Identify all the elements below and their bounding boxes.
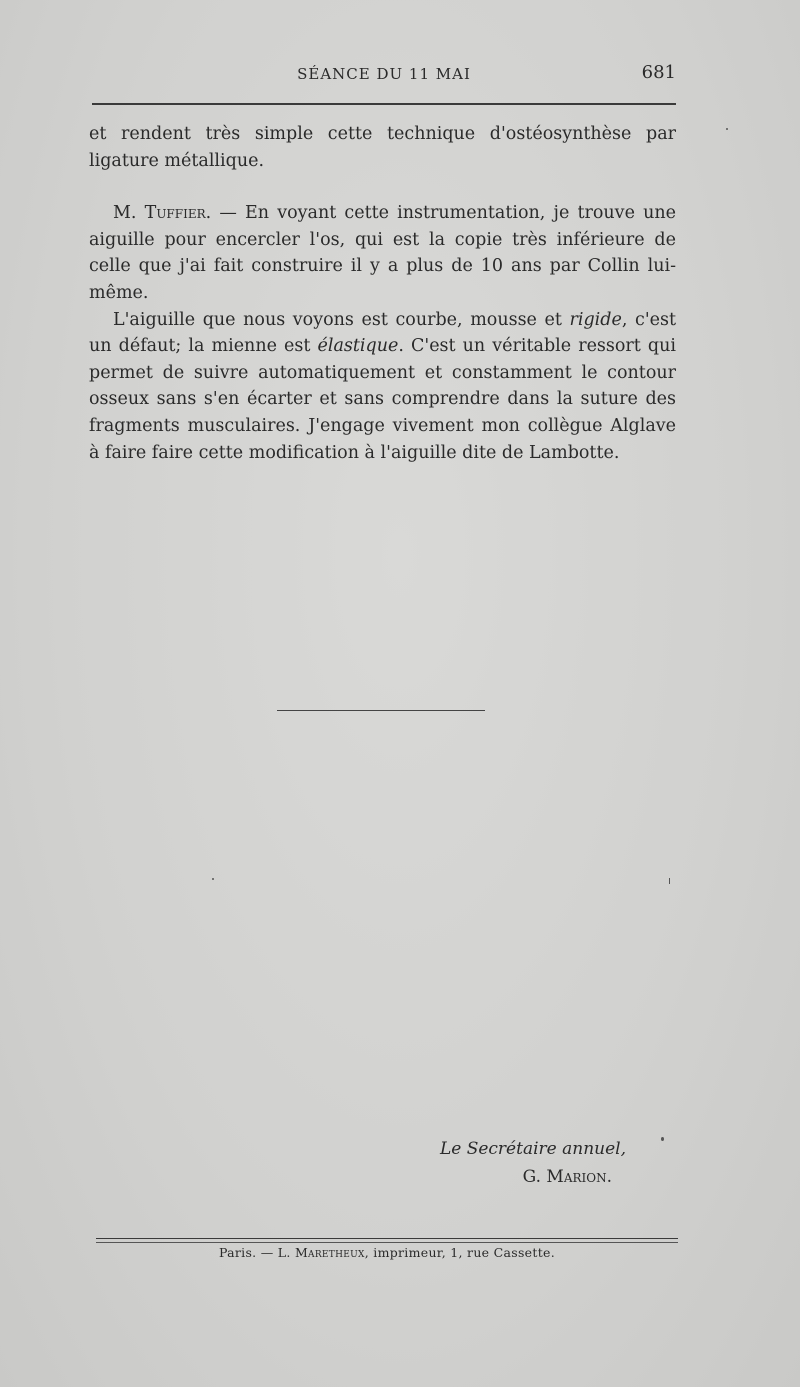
- signature-name: G. Marion.: [522, 1167, 612, 1187]
- signature-role: Le Secrétaire annuel,: [439, 1139, 626, 1159]
- paper-speck: [661, 1137, 664, 1141]
- paragraph-aiguille-part-c: . C'est un véritable ressort qui permet de suivre automatiquement et constamment le contour osseux sans s'en écarter et sans comprendre dans la suture des fragments musculaires. J'engage vivement mon collègue Alglave à faire faire cette modification à l'aiguille dite de Lambotte.: [89, 336, 676, 463]
- body-text: [89, 121, 676, 466]
- section-divider: [277, 710, 485, 711]
- signature-block: [400, 1135, 626, 1191]
- page-number: 681: [641, 62, 676, 83]
- italic-rigide: rigide: [569, 309, 622, 330]
- imprint-address: , imprimeur, 1, rue Cassette.: [364, 1245, 555, 1260]
- paragraph-aiguille-part-a: L'aiguille que nous voyons est courbe, mousse et: [113, 309, 570, 330]
- paragraph-aiguille-part-b: , c'est un défaut; la mienne est: [89, 309, 676, 357]
- paragraph-continuation: et rendent très simple cette technique d'ostéosynthèse par ligature métallique.: [89, 124, 676, 171]
- paragraph-gap: [89, 174, 676, 200]
- paragraph-tuffier-text: — En voyant cette instrumentation, je trouve une aiguille pour encercler l'os, qui est la copie très inférieure de celle que j'ai fait construire il y a plus de 10 ans par Collin lui-même.: [89, 203, 676, 303]
- imprint-printer: Maretheux: [294, 1245, 365, 1260]
- footer-rule-thin: [96, 1242, 678, 1243]
- running-title: SÉANCE DU 11 MAI: [297, 65, 471, 83]
- printer-imprint: [96, 1245, 678, 1260]
- paragraph-aiguille: [89, 307, 676, 467]
- paper-speck: [212, 878, 214, 880]
- imprint-city: Paris. — L.: [218, 1245, 295, 1260]
- paragraph-tuffier: [89, 200, 676, 306]
- header-rule: [92, 103, 676, 105]
- paper-speck: [669, 878, 670, 884]
- paper-speck: [726, 128, 728, 130]
- footer-rule: [96, 1238, 678, 1239]
- speaker-name: M. Tuffier.: [113, 203, 212, 224]
- italic-elastique: élastique: [317, 336, 399, 357]
- page-header: [90, 62, 678, 88]
